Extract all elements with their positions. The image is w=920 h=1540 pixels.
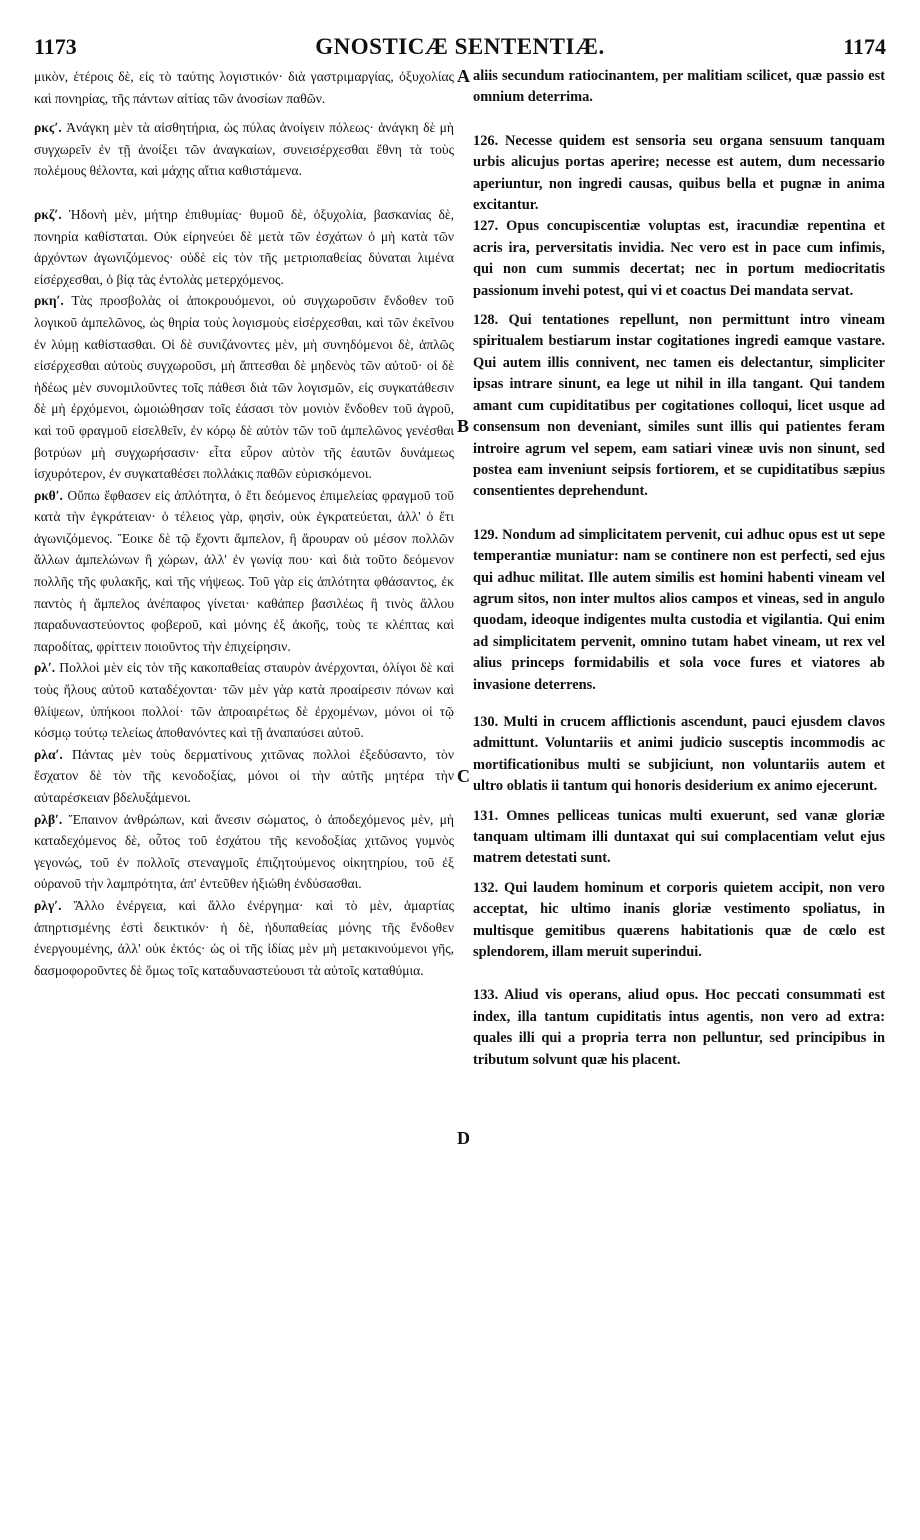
greek-paragraph	[34, 657, 454, 743]
greek-text: Οὔπω ἔφθασεν εἰς ἁπλότητα, ὁ ἔτι δεόμενος ἐπιμελείας φραγμοῦ τοῦ κατὰ τὴν ἐγκράτειαν· ὁ τέλειος γὰρ, φησὶν, οὐκ ἐγκρατεύεται, ἀλλ' ὁ ἔτι ἀγωνιζόμενος. Ἔοικε δὲ τῷ ἔχοντι ἄμπελον, ἢ ἄρουραν οὐ μέσον πολλῶν ἄλλων ἀμπελώνων ἢ χώρων, ἀλλ' ἐν γωνίᾳ που· καὶ διὰ τοῦτο δεόμενον πολλῆς τῆς φυλακῆς, καὶ τῆς νήψεως. Τοῦ γὰρ εἰς ἁπλότητα φθάσαντος, ἐκ παντὸς ἡ ἄμπελος ἀνέπαφος γίνεται· καθάπερ βασιλέως ἢ τινὸς ἄλλου παραδυναστεύοντος φοβεροῦ, καὶ μόνης ἐξ ἀκοῆς, τοὺς τε κλέπτας καὶ παροδίτας, φρίττειν ποιοῦντος τὴν ἐπιχείρησιν.	[34, 487, 454, 654]
greek-text: Πάντας μὲν τοὺς δερματίνους χιτῶνας πολλοὶ ἐξεδύσαντο, τὸν ἔσχατον δὲ τὸν τῆς κενοδοξίας, μόνοι οἱ τὴν αὐτῆς μητέρα τὴν αὐταρέσκειαν βδελυξάμενοι.	[34, 746, 454, 805]
latin-section-number: 126.	[473, 132, 499, 149]
latin-text: Omnes pelliceas tunicas multi exuerunt, sed vanæ gloriæ tanquam ultimam illi duntaxat qui sui complacentiam velut ejus matrem detestati sunt.	[473, 807, 885, 867]
latin-text: Qui laudem hominum et corporis quietem accipit, non vero acceptat, hic ultimo inanis gloriæ vestimento spoliatus, in multisque gemitibus quærens habitationis quæ de cœlo est splendorem, illam meruit superindui.	[473, 879, 885, 961]
greek-text: μικὸν, ἑτέροις δὲ, εἰς τὸ ταύτης λογιστικόν· διὰ γαστριμαργίας, ὀξυχολίας καὶ πονηρίας, τῆς πάντων αἰτίας τῶν ἀνοσίων παθῶν.	[34, 69, 454, 106]
greek-column	[34, 66, 454, 981]
latin-text: Opus concupiscentiæ voluptas est, iracundiæ repentina et acris ira, perversitatis invidia. Nec vero est in pace cum infimis, qui non cum summis decertat; nec in portum mediocritatis passionum invehi potest, qui vi et coactus Dei mandata servat.	[473, 218, 885, 299]
greek-text: Τὰς προσβολὰς οἱ ἀποκρουόμενοι, οὐ συγχωροῦσιν ἔνδοθεν τοῦ λογικοῦ ἀμπελῶνος, ὡς θηρία τοὺς λογισμοὺς εἰσέρχεσθαι, καὶ τῶν ἐκεῖνου ἐν λύμῃ καθίστασθαι. Οἱ δὲ συνιζάνοντες μὲν, μὴ συνηδόμενοι δὲ, ἁπλῶς εἰσέρχεσθαι αὐτοὺς συγχωροῦσι, μὴ ἅπτεσθαι δὲ μηδενὸς τῶν αὐτοῦ· οἱ δὲ ἡδέως μὲν συνομιλοῦντες τοῖς πάθεσι διὰ τῶν λογισμῶν, εἰς συγκατάθεσιν δὲ μὴ ἐρχόμενοι, ὡμοιώθησαν τοῖς ἐάσασι τὸν μονιὸν ἔνδοθεν τοῦ ἀγροῦ, καὶ τοῦ φραγμοῦ εἰσελθεῖν, ἐν κόρῳ δὲ αὐτὸν τῶν τοῦ ἀμπελῶνος γενέσθαι βοτρύων μὴ συγχωρήσασιν· εἶτα εὗρον αὐτὸν τῆς ἑαυτῶν δυνάμεως ἰσχυρότερον, ἐν συγκαταθέσει πολλάκις παθῶν εὑρισκόμενοι.	[34, 293, 455, 482]
greek-text: Πολλοὶ μὲν εἰς τὸν τῆς κακοπαθείας σταυρὸν ἀνέρχονται, ὀλίγοι δὲ καὶ τοὺς ἥλους αὐτοῦ καταδέχονται· τῶν μὲν γὰρ κατὰ προαίρεσιν πόνων καὶ θλίψεων, ὑπήκοοι πολλοί· τῶν ἀπροαιρέτως δὲ ἐρχομένων, μόνοι οἱ τῷ κόσμῳ τούτῳ τελείως ἀποθανόντες καὶ τῇ ἀναπαύσει αὐτοῦ.	[34, 660, 454, 741]
greek-section-number: ρλγʹ.	[34, 897, 62, 913]
latin-column	[473, 66, 885, 1071]
greek-section-number: ρλʹ.	[34, 660, 56, 676]
latin-section-number: 133.	[473, 987, 499, 1004]
latin-section-number: 131.	[473, 807, 499, 824]
latin-paragraph	[473, 878, 885, 964]
page-number-right: 1174	[843, 34, 886, 59]
greek-section-number: ρκζʹ.	[34, 206, 62, 222]
latin-section-number: 128.	[473, 312, 499, 329]
latin-paragraph	[473, 131, 885, 217]
latin-text: Aliud vis operans, aliud opus. Hoc peccati consummati est index, illa tantum cupiditatis intus agentis, non vero ad extra: quales illi qui a propria terra non pelluntur, sed principibus in tributum solvunt quæ his placent.	[473, 987, 885, 1068]
greek-paragraph	[34, 204, 454, 290]
latin-text: aliis secundum ratiocinantem, per malitiam scilicet, quæ passio est omnium deterrima.	[473, 68, 885, 106]
latin-section-number: 127.	[473, 218, 499, 235]
latin-section-number: 130.	[473, 713, 499, 730]
latin-paragraph	[473, 712, 885, 798]
greek-section-number: ρλαʹ.	[34, 746, 63, 762]
latin-text: Necesse quidem est sensoria seu organa sensuum tanquam urbis alicujus portas aperire; necesse est autem, dum necessario aperiuntur, non ingredi causas, quibus bella et pugnæ in anima excitantur.	[473, 132, 885, 214]
greek-paragraph	[34, 66, 454, 109]
page-number-left: 1173	[34, 34, 77, 59]
greek-section-number: ρκϛʹ.	[34, 120, 62, 136]
latin-text: Qui tentationes repellunt, non permittunt intro vineam spiritualem bestiarum instar cogitationes ingredi eamque vastare. Qui autem illis connivent, nec tamen eis delectantur, simpliciter ipsas intrare sinunt, ea lege ut nihil in illa tangant. Qui tandem amant cum cupiditatibus per cogitationes colloqui, licet usque ad consensum non deveniant, similes sunt illis qui patientes feram introire agrum vel sepem, eam satiari vineæ uvis non sinunt, sed postea eam inveniunt seipsis fortiorem, et se cupiditatibus sæpius consentientes deprehendunt.	[473, 312, 885, 500]
greek-text: Ἔπαινον ἀνθρώπων, καὶ ἄνεσιν σώματος, ὁ ἀποδεχόμενος μὲν, μὴ καταδεχόμενος δὲ, οὗτος τοῦ ἐσχάτου τῆς κενοδοξίας χιτῶνος γυμνὸς γεγονώς, τοῦ ἐν πολλοῖς στεναγμοῖς ἐπιζητούμενος οἰκητηρίου, τοῦ ἐξ οὐρανοῦ τὴν λαμπρότητα, ἀπ' ἐντεῦθεν ἠξιώθη ἐνδύσασθαι.	[34, 811, 454, 892]
latin-paragraph	[473, 216, 885, 302]
page-header	[30, 34, 890, 64]
greek-paragraph	[34, 809, 454, 895]
latin-paragraph	[473, 806, 885, 870]
greek-section-number: ρλβʹ.	[34, 811, 63, 827]
margin-marker-b: B	[457, 416, 470, 436]
latin-section-number: 129.	[473, 526, 499, 543]
latin-paragraph	[473, 66, 885, 109]
latin-text: Multi in crucem afflictionis ascendunt, pauci ejusdem clavos admittunt. Voluntariis et animi judicio susceptis incommodis ac mortificationibus multi se subjiciunt, non voluntariis autem et ultro oblatis ii tantum qui honoris desiderium ex animo ejecerunt.	[473, 713, 885, 795]
latin-section-number: 132.	[473, 879, 499, 896]
margin-marker-a: A	[457, 66, 470, 86]
latin-paragraph	[473, 985, 885, 1071]
greek-section-number: ρκηʹ.	[34, 293, 64, 309]
greek-paragraph	[34, 485, 454, 658]
greek-text: Ἀνάγκη μὲν τὰ αἰσθητήρια, ὡς πύλας ἀνοίγειν πόλεως· ἀνάγκη δὲ μὴ συγχωρεῖν ἐν τῇ ἀνοίξει τῶν ἀναγκαίων, συνεισέρχεσθαι ἔθνη τὰ τοὺς πολέμους θέλοντα, καὶ μάχης αἴτια καθιστάμενα.	[34, 120, 454, 179]
latin-paragraph	[473, 310, 885, 503]
greek-section-number: ρκθʹ.	[34, 487, 63, 503]
greek-text: Ἡδονὴ μὲν, μήτηρ ἐπιθυμίας· θυμοῦ δὲ, ὀξυχολία, βασκανίας δὲ, πονηρία καθίσταται. Οὐκ εἰρηνεύει δὲ μετὰ τῶν ἐσχάτων ὁ μὴ κατὰ τῶν ἀρχόντων ἀγωνιζόμενος· οὐδὲ εἰς τὸν τῆς μετριοπαθείας δύναται λιμένα εἰσέρχεσθαι, ὁ βίᾳ τὰς ἐντολὰς μετερχόμενος.	[34, 206, 454, 287]
greek-paragraph	[34, 117, 454, 182]
greek-paragraph	[34, 895, 454, 981]
latin-paragraph	[473, 525, 885, 696]
greek-paragraph	[34, 744, 454, 809]
greek-paragraph	[34, 290, 454, 484]
greek-text: Ἄλλο ἐνέργεια, καὶ ἄλλο ἐνέργημα· καὶ τὸ μὲν, ἁμαρτίας ἀπηρτισμένης ἐστὶ δεικτικόν· ἡ δὲ, ἡδυπαθείας μόνης τῆς ἔνδοθεν ἐνεργουμένης, ἀλλ' οὐκ ἐκτός· ὡς οἱ τῆς ἰδίας μὲν μὴ μετακινούμενοι γῆς, δασμοφοροῦντες δὲ ὅμως τοῖς καταδυναστεύουσι τὰ αὐτοῖς καταθύμια.	[34, 897, 454, 978]
margin-marker-d: D	[457, 1128, 470, 1148]
running-title: GNOSTICÆ SENTENTIÆ.	[315, 34, 605, 59]
latin-text: Nondum ad simplicitatem pervenit, cui adhuc opus est ut sepe temperantiæ muniatur: nam se continere non est perfecti, sed ejus qui adhuc militat. Ille autem similis est homini habenti vineam vel agrum sitos, non inter multos alios campos et vineas, sed in angulo quodam, ideoque indigentes multa custodia et vigilantia. Qui enim ad simplicitatem pervenit, omnino tutam habet vineam, ut rex vel alius princeps formidabilis et sola voce fures et viatores ab invasione deterrens.	[473, 526, 885, 693]
margin-marker-c: C	[457, 766, 470, 786]
